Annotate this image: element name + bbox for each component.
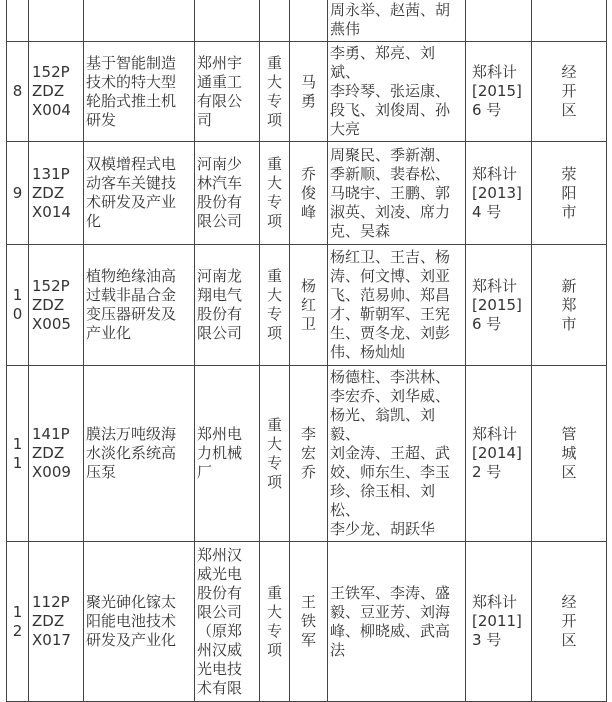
cell-project: 植物绝缘油高 过载非晶合金 变压器研发及 产业化: [84, 245, 195, 366]
cell-type: 重 大 专 项: [260, 245, 290, 366]
cell-type: 重 大 专 项: [260, 42, 290, 142]
cell-leader: 马 勇: [290, 42, 328, 142]
cell-district: [532, 0, 607, 42]
cell-members: 周永举、赵茜、胡 燕伟: [328, 0, 466, 42]
cell-project: 聚光砷化镓太 阳能电池技术 研发及产业化: [84, 542, 195, 702]
cell-district: 新 郑 市: [532, 245, 607, 366]
cell-district: 经 开 区: [532, 542, 607, 702]
cell-project: 膜法万吨级海 水淡化系统高 压泵: [84, 366, 195, 542]
cell-doc: 郑科计 [2015] 6 号: [466, 245, 532, 366]
cell-type: [260, 0, 290, 42]
table-row: [7, 142, 607, 245]
cell-code: [29, 0, 84, 42]
cell-code: 152P ZDZ X004: [29, 42, 84, 142]
cell-org: 河南少 林汽车 股份有 限公司: [195, 142, 260, 245]
cell-org: 郑州宇 通重工 有限公 司: [195, 42, 260, 142]
cell-members: 杨红卫、王吉、杨 涛、何文博、刘亚 飞、范易帅、郑昌 才、靳朝军、王宪 生、贾冬龙、刘彭 伟、杨灿灿: [328, 245, 466, 366]
cell-org: 郑州电 力机械 厂: [195, 366, 260, 542]
cell-type: 重 大 专 项: [260, 142, 290, 245]
cell-org: 河南龙 翔电气 股份有 限公司: [195, 245, 260, 366]
cell-members: 周聚民、季新潮、 季新顺、裴春松、 马晓宇、王鹏、郭 淑英、刘凌、席力 克、吴森: [328, 142, 466, 245]
cell-members: 王铁军、李涛、盛 毅、豆亚芳、刘海 峰、柳晓威、武高 法: [328, 542, 466, 702]
cell-no: 11: [7, 366, 29, 542]
cell-leader: 乔 俊 峰: [290, 142, 328, 245]
cell-type: 重 大 专 项: [260, 366, 290, 542]
cell-doc: 郑科计 [2015] 6 号: [466, 42, 532, 142]
cell-doc: [466, 0, 532, 42]
table-row: [7, 0, 607, 42]
cell-district: 荥 阳 市: [532, 142, 607, 245]
cell-code: 141P ZDZ X009: [29, 366, 84, 542]
cell-members: 李勇、郑亮、刘斌、 李玲琴、张运康、 段飞、刘俊周、孙 大亮: [328, 42, 466, 142]
cell-doc: 郑科计 [2011] 3 号: [466, 542, 532, 702]
cell-doc: 郑科计 [2014] 2 号: [466, 366, 532, 542]
project-table: [6, 0, 607, 702]
cell-district: 管 城 区: [532, 366, 607, 542]
cell-org: [195, 0, 260, 42]
cell-members: 杨德柱、李洪林、 李宏乔、刘华威、 杨光、翁凯、刘毅、 刘金涛、王超、武 姣、师东生、李玉 珍、徐玉相、刘松、 李少龙、胡跃华: [328, 366, 466, 542]
cell-type: 重 大 专 项: [260, 542, 290, 702]
cell-no: [7, 0, 29, 42]
cell-project: 基于智能制造 技术的特大型 轮胎式推土机 研发: [84, 42, 195, 142]
cell-no: 9: [7, 142, 29, 245]
cell-project: 双模增程式电 动客车关键技 术研发及产业 化: [84, 142, 195, 245]
cell-leader: 王 铁 军: [290, 542, 328, 702]
table-row: [7, 245, 607, 366]
cell-no: 12: [7, 542, 29, 702]
cell-org: 郑州汉 威光电 股份有 限公司 （原郑 州汉威 光电技 术有限: [195, 542, 260, 702]
table-row: [7, 42, 607, 142]
cell-leader: 李 宏 乔: [290, 366, 328, 542]
cell-code: 152P ZDZ X005: [29, 245, 84, 366]
cell-district: 经 开 区: [532, 42, 607, 142]
cell-no: 10: [7, 245, 29, 366]
cell-code: 131P ZDZ X014: [29, 142, 84, 245]
cell-no: 8: [7, 42, 29, 142]
cell-leader: 杨 红 卫: [290, 245, 328, 366]
table-row: [7, 366, 607, 542]
cell-project: [84, 0, 195, 42]
cell-doc: 郑科计 [2013] 4 号: [466, 142, 532, 245]
table-row: [7, 542, 607, 702]
cell-leader: [290, 0, 328, 42]
cell-code: 112P ZDZ X017: [29, 542, 84, 702]
